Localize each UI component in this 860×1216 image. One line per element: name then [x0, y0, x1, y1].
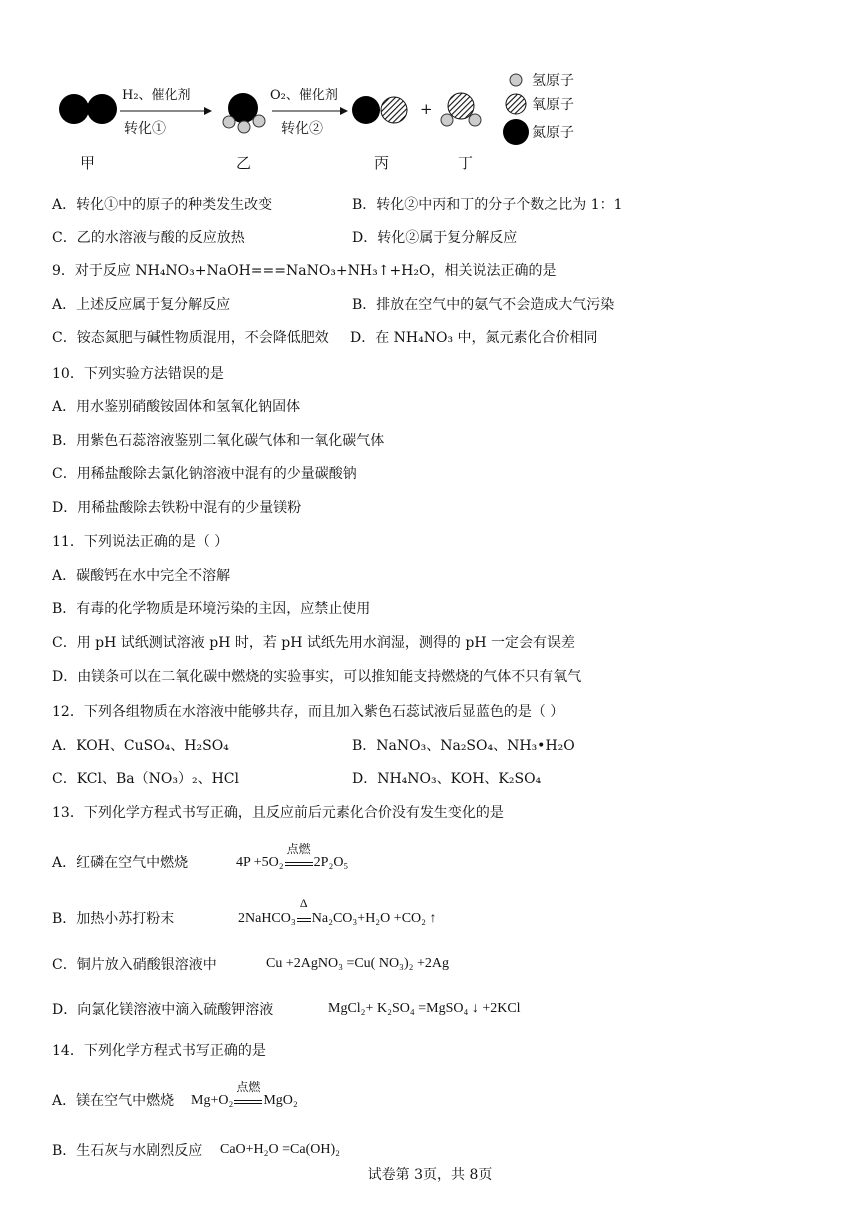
legend-n-atom-icon: [503, 119, 529, 145]
label-ding: 丁: [458, 154, 474, 172]
yi-h-atom-3: [253, 115, 265, 127]
legend-h-atom-icon: [510, 74, 522, 86]
q13-option-b-text: B．加热小苏打粉末: [52, 911, 175, 927]
q8-option-d: D．转化②属于复分解反应: [352, 230, 518, 246]
q9-option-b: B．排放在空气中的氨气不会造成大气污染: [352, 297, 615, 313]
q12-option-c: C．KCl、Ba（NO₃）₂、HCl: [52, 771, 239, 787]
jia-n-atom-1: [59, 94, 89, 124]
q11-option-b: B．有毒的化学物质是环境污染的主因，应禁止使用: [52, 601, 371, 617]
ding-h-atom-2: [469, 114, 481, 126]
q14-a-products: MgO₂: [263, 1093, 298, 1108]
q14-stem: 14．下列化学方程式书写正确的是: [52, 1043, 266, 1059]
q10-option-c: C．用稀盐酸除去氯化钠溶液中混有的少量碳酸钠: [52, 466, 357, 482]
q14-a-reactants: Mg+O₂: [191, 1093, 234, 1108]
legend-n-label: 氮原子: [532, 125, 574, 141]
q10-option-a: A．用水鉴别硝酸铵固体和氢氧化钠固体: [52, 399, 301, 415]
q13-a-products: 2P₂O₅: [313, 855, 349, 870]
q8-option-a: A．转化①中的原子的种类发生改变: [52, 197, 273, 213]
arrow1-label: 转化①: [124, 121, 166, 137]
page-footer: 试卷第 3页，共 8页: [367, 1167, 493, 1183]
q13-a-condition: 点燃: [286, 842, 311, 856]
jia-n-atom-2: [87, 94, 117, 124]
legend-h-label: 氢原子: [532, 73, 574, 89]
q13-option-d-text: D．向氯化镁溶液中滴入硫酸钾溶液: [52, 1002, 274, 1018]
q12-option-a: A．KOH、CuSO₄、H₂SO₄: [52, 738, 229, 754]
bing-o-atom: [381, 97, 407, 123]
legend-o-atom-icon: [506, 94, 526, 114]
plus-sign: +: [420, 100, 433, 118]
q13-option-a-text: A．红磷在空气中燃烧: [52, 855, 189, 871]
q13-b-condition-sign: [297, 896, 311, 922]
q14-option-b-equation: CaO+H₂O =Ca(OH)₂: [220, 1142, 341, 1157]
q9-option-a: A．上述反应属于复分解反应: [52, 297, 231, 313]
bing-n-atom: [352, 96, 380, 124]
q8-option-b: B．转化②中丙和丁的分子个数之比为 1：1: [352, 197, 623, 213]
q13-b-condition: Δ: [299, 896, 308, 910]
q13-a-reactants: 4P +5O₂: [236, 855, 284, 870]
q9-option-c: C．铵态氮肥与碱性物质混用，不会降低肥效: [52, 330, 329, 346]
q13-option-a-equation: [236, 842, 349, 871]
label-yi: 乙: [236, 154, 252, 172]
q13-option-c-text: C．铜片放入硝酸银溶液中: [52, 957, 217, 973]
arrow1-condition: H₂、催化剂: [122, 88, 191, 103]
q12-option-b: B．NaNO₃、Na₂SO₄、NH₃•H₂O: [352, 738, 575, 754]
q12-option-d: D．NH₄NO₃、KOH、K₂SO₄: [352, 771, 542, 787]
label-bing: 丙: [374, 154, 390, 172]
q11-option-a: A．碳酸钙在水中完全不溶解: [52, 568, 231, 584]
q12-stem: 12．下列各组物质在水溶液中能够共存，而且加入紫色石蕊试液后显蓝色的是（ ）: [52, 704, 565, 720]
q10-option-b: B．用紫色石蕊溶液鉴别二氧化碳气体和一氧化碳气体: [52, 433, 385, 449]
q14-option-a-equation: [191, 1080, 298, 1109]
q13-option-c-equation: Cu +2AgNO₃ =Cu( NO₃)₂ +2Ag: [266, 956, 449, 971]
q13-option-b-equation: [238, 896, 437, 927]
yi-h-atom-1: [223, 116, 235, 128]
q11-option-d: D．由镁条可以在二氧化碳中燃烧的实验事实，可以推知能支持燃烧的气体不只有氧气: [52, 669, 582, 685]
q14-option-b-text: B．生石灰与水剧烈反应: [52, 1143, 203, 1159]
q14-option-a-text: A．镁在空气中燃烧: [52, 1093, 175, 1109]
q14-a-condition-sign: [234, 1080, 262, 1104]
q13-a-condition-sign: [285, 842, 313, 866]
ding-o-atom: [448, 93, 474, 119]
q11-option-c: C．用 pH 试纸测试溶液 pH 时，若 pH 试纸先用水润湿，测得的 pH 一定会有误差: [52, 635, 575, 651]
q11-stem: 11．下列说法正确的是（ ）: [52, 534, 229, 550]
yi-h-atom-2: [238, 121, 250, 133]
q8-option-c: C．乙的水溶液与酸的反应放热: [52, 230, 245, 246]
q10-stem: 10．下列实验方法错误的是: [52, 366, 224, 382]
q10-option-d: D．用稀盐酸除去铁粉中混有的少量镁粉: [52, 500, 302, 516]
molecule-diagram: [0, 0, 860, 180]
q14-a-condition: 点燃: [236, 1080, 261, 1094]
ding-h-atom-1: [441, 114, 453, 126]
legend-o-label: 氧原子: [532, 97, 574, 113]
q9-stem: 9．对于反应 NH₄NO₃+NaOH===NaNO₃+NH₃↑+H₂O，相关说法正确的是: [52, 263, 557, 279]
q9-option-d: D．在 NH₄NO₃ 中，氮元素化合价相同: [350, 330, 598, 346]
arrow2-label: 转化②: [281, 121, 323, 137]
q13-option-d-equation: MgCl₂+ K₂SO₄ =MgSO₄ ↓ +2KCl: [328, 1001, 521, 1016]
q13-b-reactants: 2NaHCO₃: [238, 911, 296, 926]
label-jia: 甲: [80, 154, 96, 172]
arrow2-condition: O₂、催化剂: [270, 88, 338, 103]
q13-b-products: Na₂CO₃+H₂O +CO₂ ↑: [311, 911, 437, 926]
q13-stem: 13．下列化学方程式书写正确，且反应前后元素化合价没有发生变化的是: [52, 805, 504, 821]
